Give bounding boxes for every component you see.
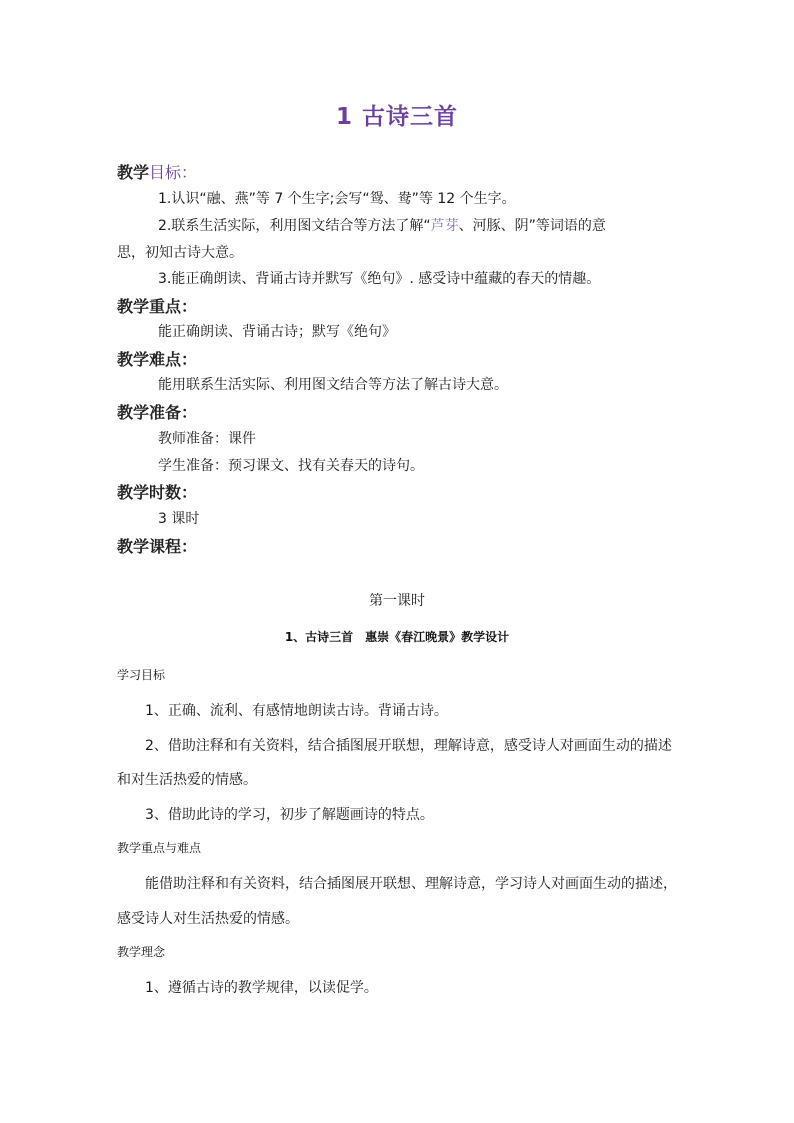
objective-item-3: 3.能正确朗读、背诵古诗并默写《绝句》. 感受诗中蕴藏的春天的情趣。 xyxy=(158,271,601,287)
lesson-title: 第一课时 xyxy=(369,593,425,609)
objective-item-2-suffix: 、河豚、阴”等词语的意 xyxy=(458,218,606,234)
key-points-text: 能正确朗读、背诵古诗；默写《绝句》 xyxy=(158,324,396,340)
key-difficulty-heading: 教学重点与难点 xyxy=(117,841,202,855)
objectives-heading xyxy=(117,160,197,183)
goals-heading: 学习目标 xyxy=(117,668,166,682)
hours-text: 3 课时 xyxy=(158,511,200,527)
objectives-heading-accent: 目标： xyxy=(149,163,198,182)
difficulties-heading: 教学难点： xyxy=(117,350,198,369)
goal-item-2: 2、借助注释和有关资料，结合插图展开联想，理解诗意，感受诗人对画面生动的描述 xyxy=(145,738,672,754)
goal-item-1: 1、正确、流利、有感情地朗读古诗。背诵古诗。 xyxy=(145,703,448,719)
concept-heading: 教学理念 xyxy=(117,945,166,959)
goal-item-3: 3、借助此诗的学习，初步了解题画诗的特点。 xyxy=(145,807,434,823)
objectives-heading-main: 教学 xyxy=(117,163,150,182)
preparation-heading: 教学准备： xyxy=(117,403,198,422)
preparation-student: 学生准备：预习课文、找有关春天的诗句。 xyxy=(158,458,424,474)
key-points-heading: 教学重点： xyxy=(117,297,198,316)
difficulties-text: 能用联系生活实际、利用图文结合等方法了解古诗大意。 xyxy=(158,377,508,393)
concept-item-1: 1、遵循古诗的教学规律，以读促学。 xyxy=(145,980,378,996)
preparation-teacher: 教师准备：课件 xyxy=(158,431,256,447)
objective-item-2 xyxy=(158,215,606,235)
goal-item-2-continued: 和对生活热爱的情感。 xyxy=(117,772,257,788)
lesson-subtitle: 1、古诗三首 惠崇《春江晚景》教学设计 xyxy=(284,630,510,644)
objective-item-2-continued: 思，初知古诗大意。 xyxy=(117,245,243,261)
document-title: 1 古诗三首 xyxy=(335,104,458,130)
objective-item-2-accent: 芦芽 xyxy=(430,218,459,234)
objective-item-2-prefix: 2.联系生活实际，利用图文结合等方法了解“ xyxy=(158,218,431,234)
key-difficulty-text: 能借助注释和有关资料，结合插图展开联想、理解诗意，学习诗人对画面生动的描述， xyxy=(145,876,677,892)
key-difficulty-text-continued: 感受诗人对生活热爱的情感。 xyxy=(117,911,299,927)
process-heading: 教学课程： xyxy=(117,537,198,556)
hours-heading: 教学时数： xyxy=(117,483,198,502)
objective-item-1: 1.认识“融、燕”等 7 个生字;会写“鸳、鸯”等 12 个生字。 xyxy=(158,191,516,207)
